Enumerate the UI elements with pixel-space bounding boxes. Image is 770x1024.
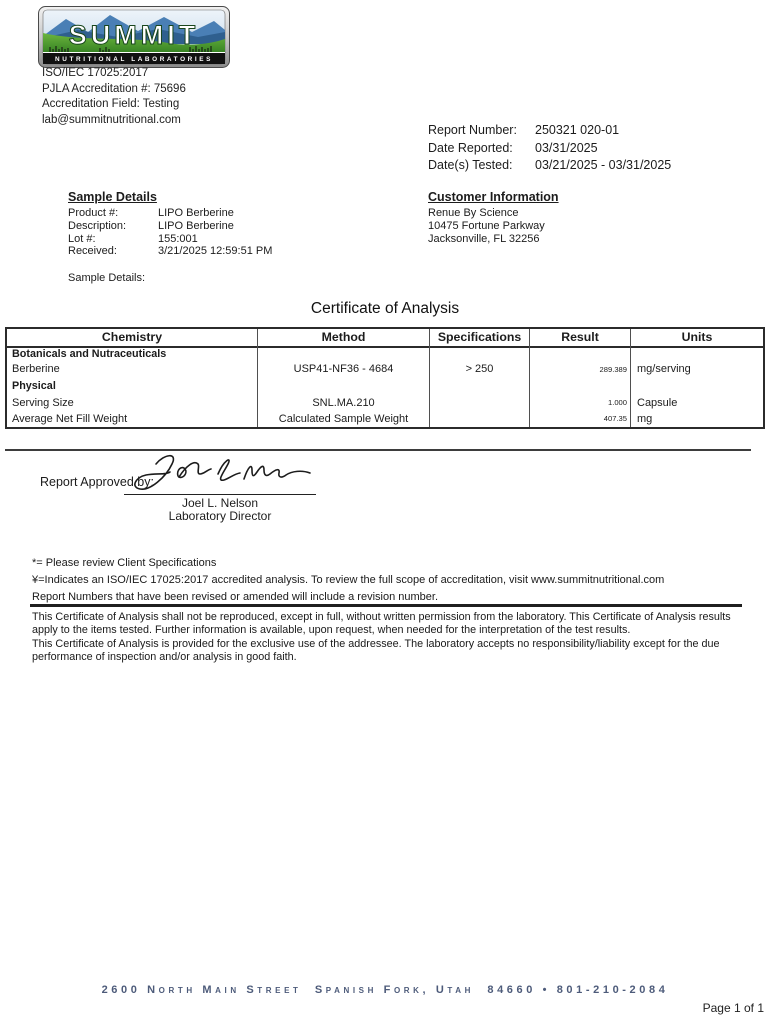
received-row: [68, 245, 272, 258]
spec-cell: [430, 348, 529, 361]
logo-title-text: SUMMIT: [68, 20, 200, 50]
analyte-name: Average Net Fill Weight: [12, 412, 128, 425]
report-number-value: 250321 020-01: [535, 123, 620, 137]
disclaimer-paragraph: This Certificate of Analysis shall not be reproduced, except in full, without written permission from the laboratory. This Certificate of Analysis results apply to the items tested. Further information is available, upon request, when needed for the interpretation of the test results.: [32, 611, 731, 637]
result-cell: [530, 348, 630, 361]
footnote-accredited: ¥=Indicates an ISO/IEC 17025:2017 accredited analysis. To review the full scope of accreditation, visit www.summitnutritional.com: [32, 573, 665, 586]
customer-information-heading: Customer Information: [428, 190, 559, 204]
header-units: Units: [631, 329, 763, 348]
divider-line: [5, 449, 751, 451]
summit-logo-image: [38, 6, 230, 68]
section-row-botanicals: Botanicals and Nutraceuticals: [12, 348, 167, 360]
signature-line: [124, 494, 316, 495]
spec-cell: [430, 411, 529, 427]
logo-subtitle-text: NUTRITIONAL LABORATORIES: [55, 56, 213, 63]
lot-row: [68, 233, 272, 246]
description-row: [68, 220, 272, 233]
report-number-row: [428, 122, 671, 140]
signer-title: Laboratory Director: [168, 509, 272, 523]
customer-city: Jacksonville, FL 32256: [428, 232, 540, 245]
sample-details-extra-label: Sample Details:: [68, 272, 146, 284]
lab-email: lab@summitnutritional.com: [42, 113, 181, 126]
divider-line-thick: [30, 604, 742, 607]
report-info-block: [428, 122, 671, 175]
sample-details-block: [68, 207, 272, 258]
results-table: [5, 327, 765, 429]
sample-details-heading: Sample Details: [68, 190, 157, 204]
spec-cell: > 250: [465, 363, 494, 376]
accreditation-line: Accreditation Field: Testing: [42, 98, 180, 110]
accreditation-block: [42, 66, 186, 128]
units-cell: mg: [637, 412, 653, 425]
certificate-title: Certificate of Analysis: [310, 300, 460, 317]
result-cell: 289.389: [599, 365, 627, 375]
description-label: Description:: [68, 219, 127, 232]
dates-tested-label: Date(s) Tested:: [428, 158, 513, 172]
signature-image: [126, 451, 316, 495]
date-reported-label: Date Reported:: [428, 140, 513, 155]
footnote-revision: Report Numbers that have been revised or amended will include a revision number.: [32, 590, 438, 603]
result-cell: 407.35: [603, 413, 627, 423]
dates-tested-row: [428, 157, 671, 175]
description-value: LIPO Berberine: [158, 219, 234, 232]
header-method: Method: [258, 329, 429, 348]
customer-name: Renue By Science: [428, 207, 519, 219]
header-chemistry: Chemistry: [7, 329, 257, 348]
product-label: Product #:: [68, 207, 119, 219]
accreditation-line: PJLA Accreditation #: 75696: [42, 82, 186, 95]
units-cell: [631, 378, 763, 394]
column-specifications: [429, 329, 529, 427]
spec-cell: [430, 395, 529, 411]
header-specifications: Specifications: [430, 329, 529, 348]
column-chemistry: [7, 329, 257, 427]
date-reported-row: [428, 140, 671, 158]
customer-information-block: [428, 207, 545, 245]
analyte-name: Serving Size: [12, 396, 74, 409]
footnotes-block: [32, 555, 664, 605]
received-value: 3/21/2025 12:59:51 PM: [158, 245, 273, 258]
spec-cell: [430, 378, 529, 394]
lab-address-footer: 2600 North Main Street Spanish Fork, Utah 84660 • 801-210-2084: [101, 984, 669, 996]
report-number-label: Report Number:: [428, 123, 517, 137]
page-number: Page 1 of 1: [702, 1001, 764, 1015]
received-label: Received:: [68, 245, 117, 258]
method-cell: [258, 378, 429, 394]
column-units: [630, 329, 763, 427]
lot-label: Lot #:: [68, 232, 96, 245]
units-cell: Capsule: [637, 396, 678, 409]
disclaimer-paragraph: This Certificate of Analysis is provided for the exclusive use of the addressee. The laboratory accepts no responsibility/liability except for the due performance of inspection and/or analysis in good faith.: [32, 637, 720, 663]
method-cell: SNL.MA.210: [312, 396, 375, 409]
report-approved-label: Report Approved by:: [40, 475, 154, 489]
summit-logo: [38, 6, 230, 73]
product-value: LIPO Berberine: [158, 207, 234, 219]
method-cell: Calculated Sample Weight: [278, 412, 409, 425]
disclaimer-block: [32, 611, 738, 664]
method-cell: [258, 348, 429, 361]
header-result: Result: [530, 329, 630, 348]
method-cell: USP41-NF36 - 4684: [293, 363, 394, 376]
accreditation-line: ISO/IEC 17025:2017: [42, 67, 149, 79]
column-result: [529, 329, 630, 427]
date-reported-value: 03/31/2025: [535, 140, 598, 155]
product-row: [68, 207, 272, 220]
signature: [126, 451, 316, 500]
analyte-name: Berberine: [12, 363, 60, 376]
lot-value: 155:001: [158, 232, 198, 245]
section-row-physical: Physical: [12, 380, 56, 393]
units-cell: [631, 348, 763, 361]
column-method: [257, 329, 429, 427]
result-cell: [530, 378, 630, 394]
dates-tested-value: 03/21/2025 - 03/31/2025: [535, 158, 672, 172]
units-cell: mg/serving: [637, 363, 691, 376]
signer-name: Joel L. Nelson: [181, 496, 259, 510]
footnote-client-specs: *= Please review Client Specifications: [32, 557, 217, 569]
result-cell: 1.000: [607, 397, 627, 407]
customer-street: 10475 Fortune Parkway: [428, 219, 545, 232]
